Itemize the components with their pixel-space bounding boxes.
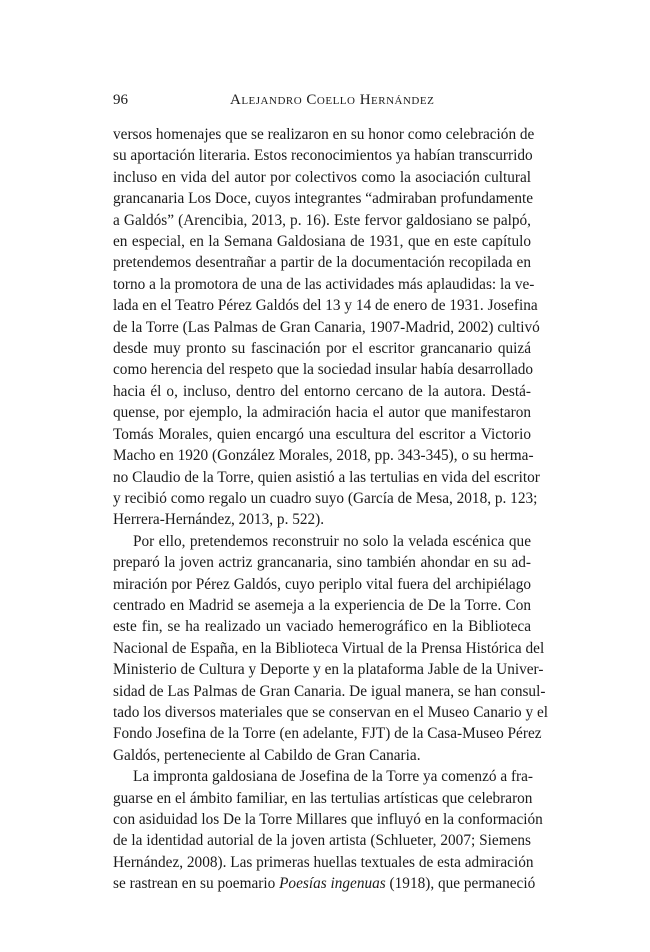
text-line: pretendemos desentrañar a partir de la documentación recopilada en: [113, 254, 531, 272]
text-line: no Claudio de la Torre, quien asistió a las tertulias en vida del escritor: [113, 468, 540, 486]
text-line: hacia él o, incluso, dentro del entorno cercano de la autora. Destá-: [113, 382, 531, 400]
text-line: preparó la joven actriz grancanaria, sino también ahondar en su ad-: [113, 554, 531, 572]
text-line: Nacional de España, en la Biblioteca Virtual de la Prensa Histórica del: [113, 639, 545, 657]
text-line: grancanaria Los Doce, cuyos integrantes “admiraban profundamente: [113, 190, 534, 208]
text-line: como herencia del respeto que la sociedad insular había desarrollado: [113, 361, 534, 379]
text-line: Hernández, 2008). Las primeras huellas textuales de esta admiración: [113, 853, 534, 871]
text-line-with-title: [113, 873, 536, 894]
text-line: de la identidad autorial de la joven artista (Schlueter, 2007; Siemens: [113, 832, 531, 850]
text-line: con asiduidad los De la Torre Millares que influyó en la conformación: [113, 811, 543, 828]
paragraph-2: [113, 531, 548, 766]
text-line: Macho en 1920 (González Morales, 2018, pp. 343-345), o su herma-: [113, 447, 534, 465]
text-line: tado los diversos materiales que se conservan en el Museo Canario y el: [113, 703, 548, 721]
running-head: Alejandro Coello Hernández: [230, 92, 435, 108]
text-line: de la Torre (Las Palmas de Gran Canaria, 1907-Madrid, 2002) cultivó: [113, 318, 540, 336]
text-line: Fondo Josefina de la Torre (en adelante, FJT) de la Casa-Museo Pérez: [113, 725, 542, 743]
paragraph-3: [113, 766, 543, 894]
text-line: centrado en Madrid se asemeja a la experiencia de De la Torre. Con: [113, 596, 531, 614]
text-line: Tomás Morales, quien encargó una escultura del escritor a Victorio: [113, 425, 531, 443]
text-line: Por ello, pretendemos reconstruir no solo la velada escénica que: [133, 532, 531, 550]
text-line: versos homenajes que se realizaron en su honor como celebración de: [113, 126, 535, 143]
page-number: 96: [113, 92, 128, 108]
body-text: [113, 124, 548, 895]
text-line: sidad de Las Palmas de Gran Canaria. De igual manera, se han consul-: [113, 682, 546, 700]
text-line: La impronta galdosiana de Josefina de la Torre ya comenzó a fra-: [133, 768, 534, 786]
text-line: en especial, en la Semana Galdosiana de 1931, que en este capítulo: [113, 233, 531, 251]
text-line: a Galdós” (Arencibia, 2013, p. 16). Este fervor galdosiano se palpó,: [113, 211, 531, 229]
text-line: quense, por ejemplo, la admiración hacia el autor que manifestaron: [113, 404, 531, 422]
text-line: este fin, se ha realizado un vaciado hemerográfico en la Biblioteca: [113, 618, 531, 636]
text-line: lada en el Teatro Pérez Galdós del 13 y 14 de enero de 1931. Josefina: [113, 297, 538, 315]
text-run: (1918), que permaneció: [385, 875, 536, 893]
text-line: Galdós, perteneciente al Cabildo de Gran Canaria.: [113, 746, 421, 764]
text-line: y recibió como regalo un cuadro suyo (García de Mesa, 2018, p. 123;: [113, 489, 538, 507]
text-line: guarse en el ámbito familiar, en las tertulias artísticas que celebraron: [113, 789, 533, 807]
text-line: Ministerio de Cultura y Deporte y en la plataforma Jable de la Univer-: [113, 661, 544, 679]
paragraph-1: [113, 124, 540, 531]
text-line: torno a la promotora de una de las actividades más aplaudidas: la ve-: [113, 275, 535, 293]
text-line: incluso en vida del autor por colectivos como la asociación cultural: [113, 168, 531, 186]
text-line: Herrera-Hernández, 2013, p. 522).: [113, 511, 325, 529]
book-title: Poesías ingenuas: [279, 875, 386, 893]
text-line: miración por Pérez Galdós, cuyo periplo vital fuera del archipiélago: [113, 575, 531, 593]
page-header: [113, 92, 533, 114]
text-run: se rastrean en su poemario: [113, 875, 280, 893]
text-line: desde muy pronto su fascinación por el escritor grancanario quizá: [113, 340, 531, 358]
text-line: su aportación literaria. Estos reconocimientos ya habían transcurrido: [113, 147, 533, 165]
